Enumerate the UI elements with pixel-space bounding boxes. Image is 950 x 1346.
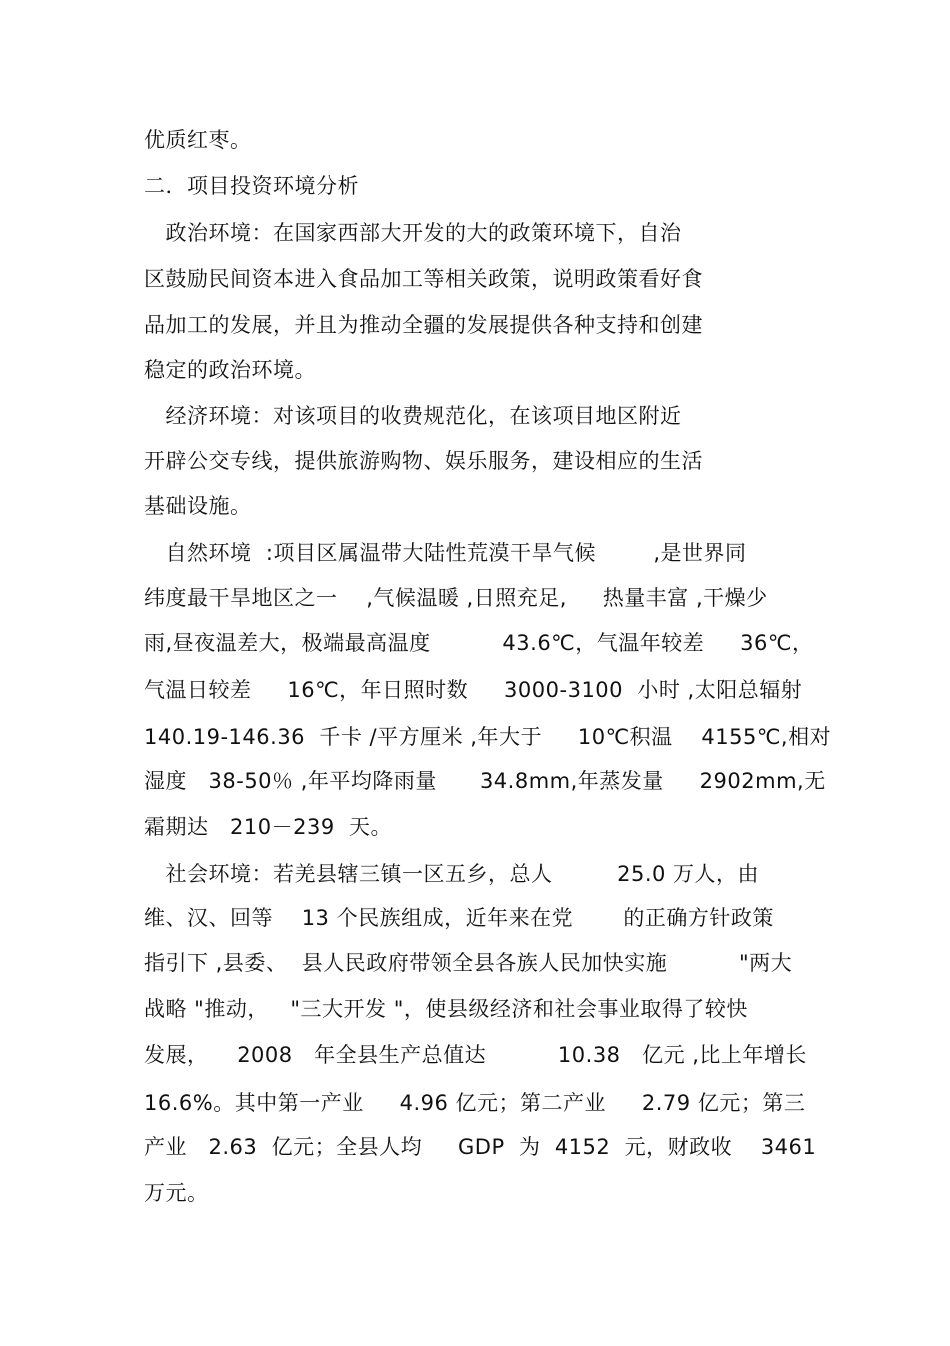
text-line: 雨,昼夜温差大，极端最高温度 43.6℃，气温年较差 36℃， (144, 631, 814, 655)
text-line: 开辟公交专线，提供旅游购物、娱乐服务，建设相应的生活 (144, 449, 703, 473)
text-line: 区鼓励民间资本进入食品加工等相关政策，说明政策看好食 (144, 267, 703, 291)
text-line: 政治环境：在国家西部大开发的大的政策环境下，自治 (144, 221, 682, 245)
text-line: 社会环境：若羌县辖三镇一区五乡，总人 25.0 万人，由 (144, 862, 760, 886)
text-line: 霜期达 210－239 天。 (144, 815, 393, 839)
text-line: 万元。 (144, 1181, 209, 1205)
text-line: 战略 "推动， "三大开发 "，使县级经济和社会事业取得了较快 (144, 997, 748, 1021)
section-heading: 二．项目投资环境分析 (144, 174, 359, 198)
text-line: 经济环境：对该项目的收费规范化，在该项目地区附近 (144, 404, 682, 428)
text-line: 指引下 ,县委、 县人民政府带领全县各族人民加快实施 "两大 (144, 951, 793, 975)
text-line: 维、汉、回等 13 个民族组成，近年来在党 的正确方针政策 (144, 906, 774, 930)
text-line: 品加工的发展，并且为推动全疆的发展提供各种支持和创建 (144, 313, 703, 337)
text-line: 优质红枣。 (144, 128, 252, 152)
text-line: 16.6%。其中第一产业 4.96 亿元；第二产业 2.79 亿元；第三 (144, 1091, 806, 1115)
text-line: 140.19-146.36 千卡 /平方厘米 ,年大于 10℃积温 4155℃,相对 (144, 725, 832, 749)
text-line: 气温日较差 16℃，年日照时数 3000-3100 小时 ,太阳总辐射 (144, 678, 803, 702)
text-line: 基础设施。 (144, 494, 252, 518)
text-line: 自然环境 :项目区属温带大陆性荒漠干旱气候 ,是世界同 (144, 541, 747, 565)
text-line: 纬度最干旱地区之一 ,气候温暖 ,日照充足, 热量丰富 ,干燥少 (144, 586, 768, 610)
text-line: 发展， 2008 年全县生产总值达 10.38 亿元 ,比上年增长 (144, 1043, 807, 1067)
text-line: 稳定的政治环境。 (144, 358, 316, 382)
text-line: 产业 2.63 亿元；全县人均 GDP 为 4152 元，财政收 3461 (144, 1135, 817, 1159)
text-line: 湿度 38-50％ ,年平均降雨量 34.8mm,年蒸发量 2902mm,无 (144, 769, 826, 793)
